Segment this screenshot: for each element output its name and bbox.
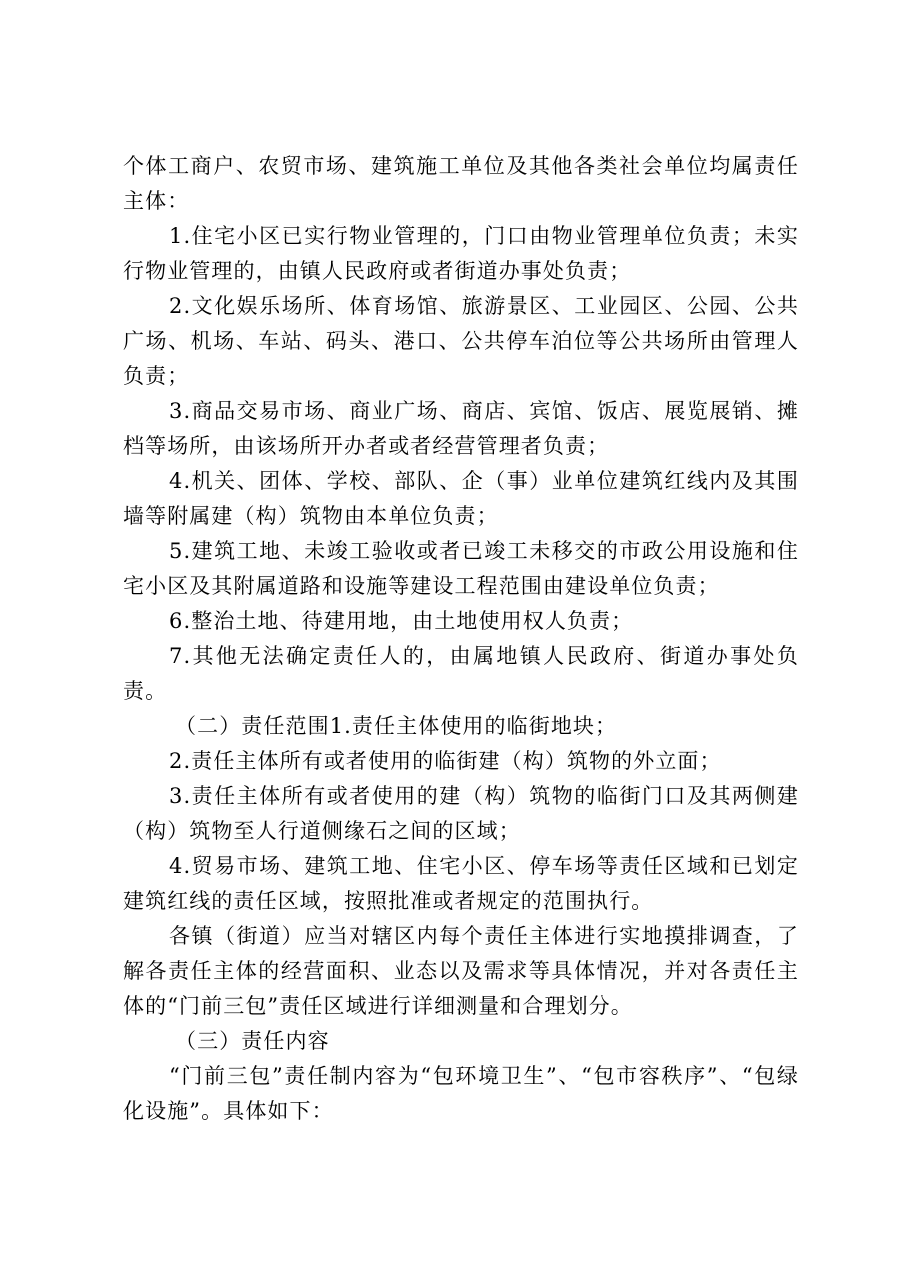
list-item-4: 4.机关、团体、学校、部队、企（事）业单位建筑红线内及其围墙等附属建（构）筑物由本单位负责； [123,469,799,528]
list-item-7: 7.其他无法确定责任人的，由属地镇人民政府、街道办事处负责。 [123,644,799,703]
paragraph-intro: 个体工商户、农贸市场、建筑施工单位及其他各类社会单位均属责任主体： [123,154,799,213]
scope-item-2: 2.责任主体所有或者使用的临街建（构）筑物的外立面； [169,749,722,773]
list-item-3: 3.商品交易市场、商业广场、商店、宾馆、饭店、展览展销、摊档等场所，由该场所开办者或者经营管理者负责； [123,399,799,458]
scope-item-3: 3.责任主体所有或者使用的建（构）筑物的临街门口及其两侧建（构）筑物至人行道侧缘石之间的区域； [123,784,799,843]
section-heading-scope: （二）责任范围1.责任主体使用的临街地块； [175,714,618,738]
paragraph-survey: 各镇（街道）应当对辖区内每个责任主体进行实地摸排调查，了解各责任主体的经营面积、业态以及需求等具体情况，并对各责任主体的“门前三包”责任区域进行详细测量和合理划分。 [123,924,799,1018]
paragraph-content: “门前三包”责任制内容为“包环境卫生”、“包市容秩序”、“包绿化设施”。具体如下： [123,1064,799,1123]
list-item-5: 5.建筑工地、未竣工验收或者已竣工未移交的市政公用设施和住宅小区及其附属道路和设施等建设工程范围由建设单位负责； [123,539,799,598]
scope-item-4: 4.贸易市场、建筑工地、住宅小区、停车场等责任区域和已划定建筑红线的责任区域，按照批准或者规定的范围执行。 [123,854,799,913]
list-item-2: 2.文化娱乐场所、体育场馆、旅游景区、工业园区、公园、公共广场、机场、车站、码头、港口、公共停车泊位等公共场所由管理人负责； [123,294,799,388]
section-heading-content: （三）责任内容 [175,1029,330,1053]
document-body [123,149,799,1129]
list-item-6: 6.整治土地、待建用地，由土地使用权人负责； [169,609,634,633]
list-item-1: 1.住宅小区已实行物业管理的，门口由物业管理单位负责；未实行物业管理的，由镇人民政府或者街道办事处负责； [123,224,799,283]
